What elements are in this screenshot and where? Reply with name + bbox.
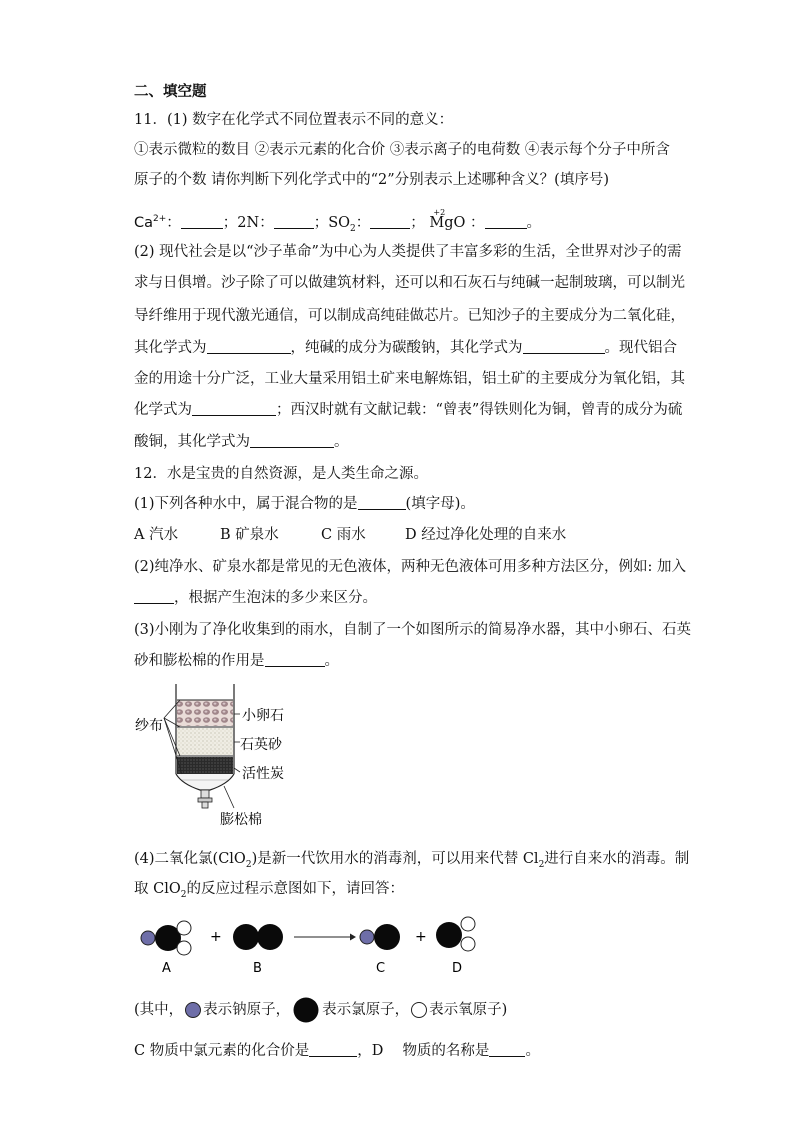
- q11-p2-line4: 其化学式为 ，纯碱的成分为碳酸钠，其化学式为 。现代铝合: [134, 340, 677, 356]
- plus-sign: +: [210, 929, 222, 945]
- molecule-d: [436, 917, 475, 951]
- q12-title: 12．水是宝贵的自然资源，是人类生命之源。: [134, 466, 428, 482]
- blank-ca[interactable]: [181, 213, 223, 229]
- label-a: A: [162, 961, 171, 976]
- option-c: C 雨水: [321, 527, 366, 543]
- formula-mgo: +2 MgO: [429, 208, 466, 231]
- blank-sio2[interactable]: [207, 338, 291, 354]
- cotton-layer: [176, 774, 234, 790]
- label-b: B: [253, 961, 262, 976]
- option-d: D 经过净化处理的自来水: [405, 527, 567, 543]
- q11-line2: ①表示微粒的数目 ②表示元素的化合价 ③表示离子的电荷数 ④表示每个分子中所含: [134, 142, 670, 158]
- molecule-c: [360, 924, 400, 950]
- q12-p3-line1: (3)小刚为了净化收集到的雨水，自制了一个如图所示的简易净水器，其中小卵石、石英: [134, 622, 692, 638]
- blank-mixture[interactable]: [358, 494, 406, 510]
- reaction-arrow: [294, 934, 356, 941]
- formula-2n: ；2N：: [222, 215, 274, 231]
- outlet-pipe: [201, 790, 209, 798]
- label-sand: 石英砂: [240, 737, 282, 753]
- blank-reagent[interactable]: [134, 588, 174, 604]
- q12-p1: (1)下列各种水中，属于混合物的是 (填字母)。: [134, 496, 475, 512]
- chlorine-atom-icon: [291, 997, 321, 1023]
- blank-al2o3[interactable]: [192, 400, 276, 416]
- label-cotton: 膨松棉: [220, 812, 262, 828]
- label-c: C: [376, 961, 386, 976]
- label-gauze: 纱布: [135, 718, 163, 734]
- plus-sign-2: +: [415, 929, 427, 945]
- blank-cuso4[interactable]: [250, 432, 334, 448]
- blank-na2co3[interactable]: [523, 338, 605, 354]
- blank-mgo[interactable]: [485, 213, 527, 229]
- formula-so2: ；$SO_2$：: [313, 215, 371, 234]
- q12-p2-line2: ，根据产生泡沫的多少来区分。: [134, 588, 377, 608]
- q12-options: [134, 525, 566, 545]
- molecule-a: [141, 921, 191, 955]
- formula-ca: $Ca^{2+}$: [134, 214, 167, 231]
- q12-p4-line2: 取 ClO$_2$的反应过程示意图如下，请回答：: [134, 881, 404, 900]
- reaction-diagram: [134, 910, 494, 980]
- q11-p2-line7: 酸铜，其化学式为 。: [134, 434, 349, 450]
- blank-d-name[interactable]: [489, 1041, 525, 1057]
- option-a: A 汽水: [134, 527, 179, 543]
- q11-p2-line6: 化学式为 ；西汉时就有文献记载：“曾表”得铁则化为铜，曾青的成分为硫: [134, 402, 683, 418]
- label-d: D: [452, 961, 463, 976]
- legend-line: (其中， 表示钠原子， 表示氯原子， 表示氧原子): [134, 997, 507, 1023]
- option-b: B 矿泉水: [220, 527, 279, 543]
- q12-p2-line1: (2)纯净水、矿泉水都是常见的无色液体，两种无色液体可用多种方法区分，例如: 加入: [134, 559, 687, 575]
- q12-p4-line1: (4)二氧化氯(ClO$_2$)是新一代饮用水的消毒剂，可以用来代替 $Cl_2$进行自来水的消毒。制: [134, 851, 690, 870]
- q11-p2-line2: 求与日俱增。沙子除了可以做建筑材料，还可以和石灰石与纯碱一起制玻璃，可以制光: [134, 275, 685, 291]
- q12-last-line: C 物质中氯元素的化合价是 ，D 物质的名称是 。: [134, 1043, 540, 1059]
- q11-p2-line5: 金的用途十分广泛，工业大量采用铝土矿来电解炼铝，铝土矿的主要成分为氧化铝，其: [134, 371, 685, 387]
- label-pebbles: 小卵石: [242, 708, 284, 724]
- q11-line3: 原子的个数 请你判断下列化学式中的“2”分别表示上述哪种含义？(填序号): [134, 172, 609, 188]
- blank-so2[interactable]: [370, 213, 410, 229]
- blank-2n[interactable]: [274, 213, 314, 229]
- pebble-layer: [177, 700, 233, 726]
- q11-line1: 11．(1) 数字在化学式不同位置表示不同的意义：: [134, 112, 454, 128]
- water-filter-diagram: [130, 684, 330, 834]
- blank-filter-role[interactable]: [265, 651, 325, 667]
- carbon-layer: [177, 757, 233, 774]
- molecule-b: [233, 924, 283, 950]
- blank-cl-valence[interactable]: [309, 1041, 357, 1057]
- sand-layer: [177, 728, 233, 755]
- oxygen-atom-icon: [410, 1001, 428, 1019]
- q12-p3-line2: 砂和膨松棉的作用是 。: [134, 653, 339, 669]
- q11-formula-line: $Ca^{2+}$： ；2N： ；$SO_2$： ； +2 MgO ： 。: [134, 208, 542, 234]
- section-title: 二、填空题: [134, 83, 207, 100]
- sodium-atom-icon: [184, 1001, 202, 1019]
- label-carbon: 活性炭: [242, 766, 284, 782]
- q11-p2-line3: 导纤维用于现代激光通信，可以制成高纯硅做芯片。已知沙子的主要成分为二氧化硅，: [134, 308, 685, 324]
- q11-p2-line1: (2) 现代社会是以“沙子革命”为中心为人类提供了丰富多彩的生活，全世界对沙子的需: [134, 244, 682, 260]
